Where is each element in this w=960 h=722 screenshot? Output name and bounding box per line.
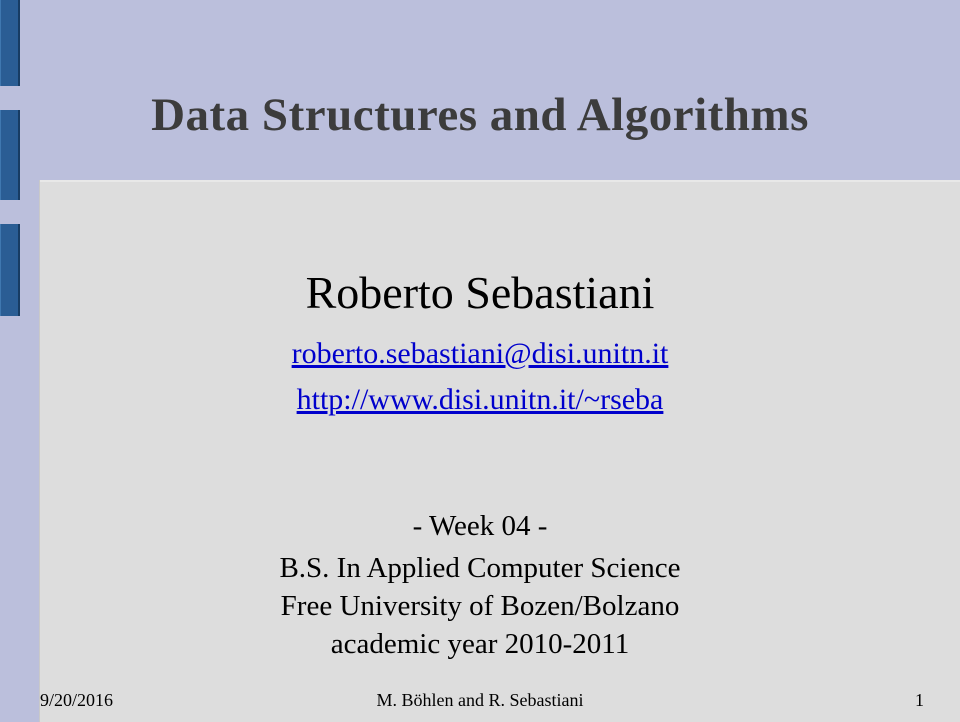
footer-authors: M. Böhlen and R. Sebastiani xyxy=(376,690,584,710)
page-number: 1 xyxy=(915,690,924,710)
program-label: B.S. In Applied Computer Science xyxy=(279,552,681,584)
university-label: Free University of Bozen/Bolzano xyxy=(280,590,680,622)
email-link[interactable]: roberto.sebastiani@disi.unitn.it xyxy=(291,337,669,370)
footer-date: 9/20/2016 xyxy=(40,690,114,710)
website-link[interactable]: http://www.disi.unitn.it/~rseba xyxy=(296,383,664,416)
week-label: - Week 04 - xyxy=(412,510,548,542)
academic-year-label: academic year 2010-2011 xyxy=(330,628,630,660)
slide-title: Data Structures and Algorithms xyxy=(151,89,809,141)
author-name: Roberto Sebastiani xyxy=(305,267,655,318)
side-accent-bar xyxy=(0,0,20,86)
